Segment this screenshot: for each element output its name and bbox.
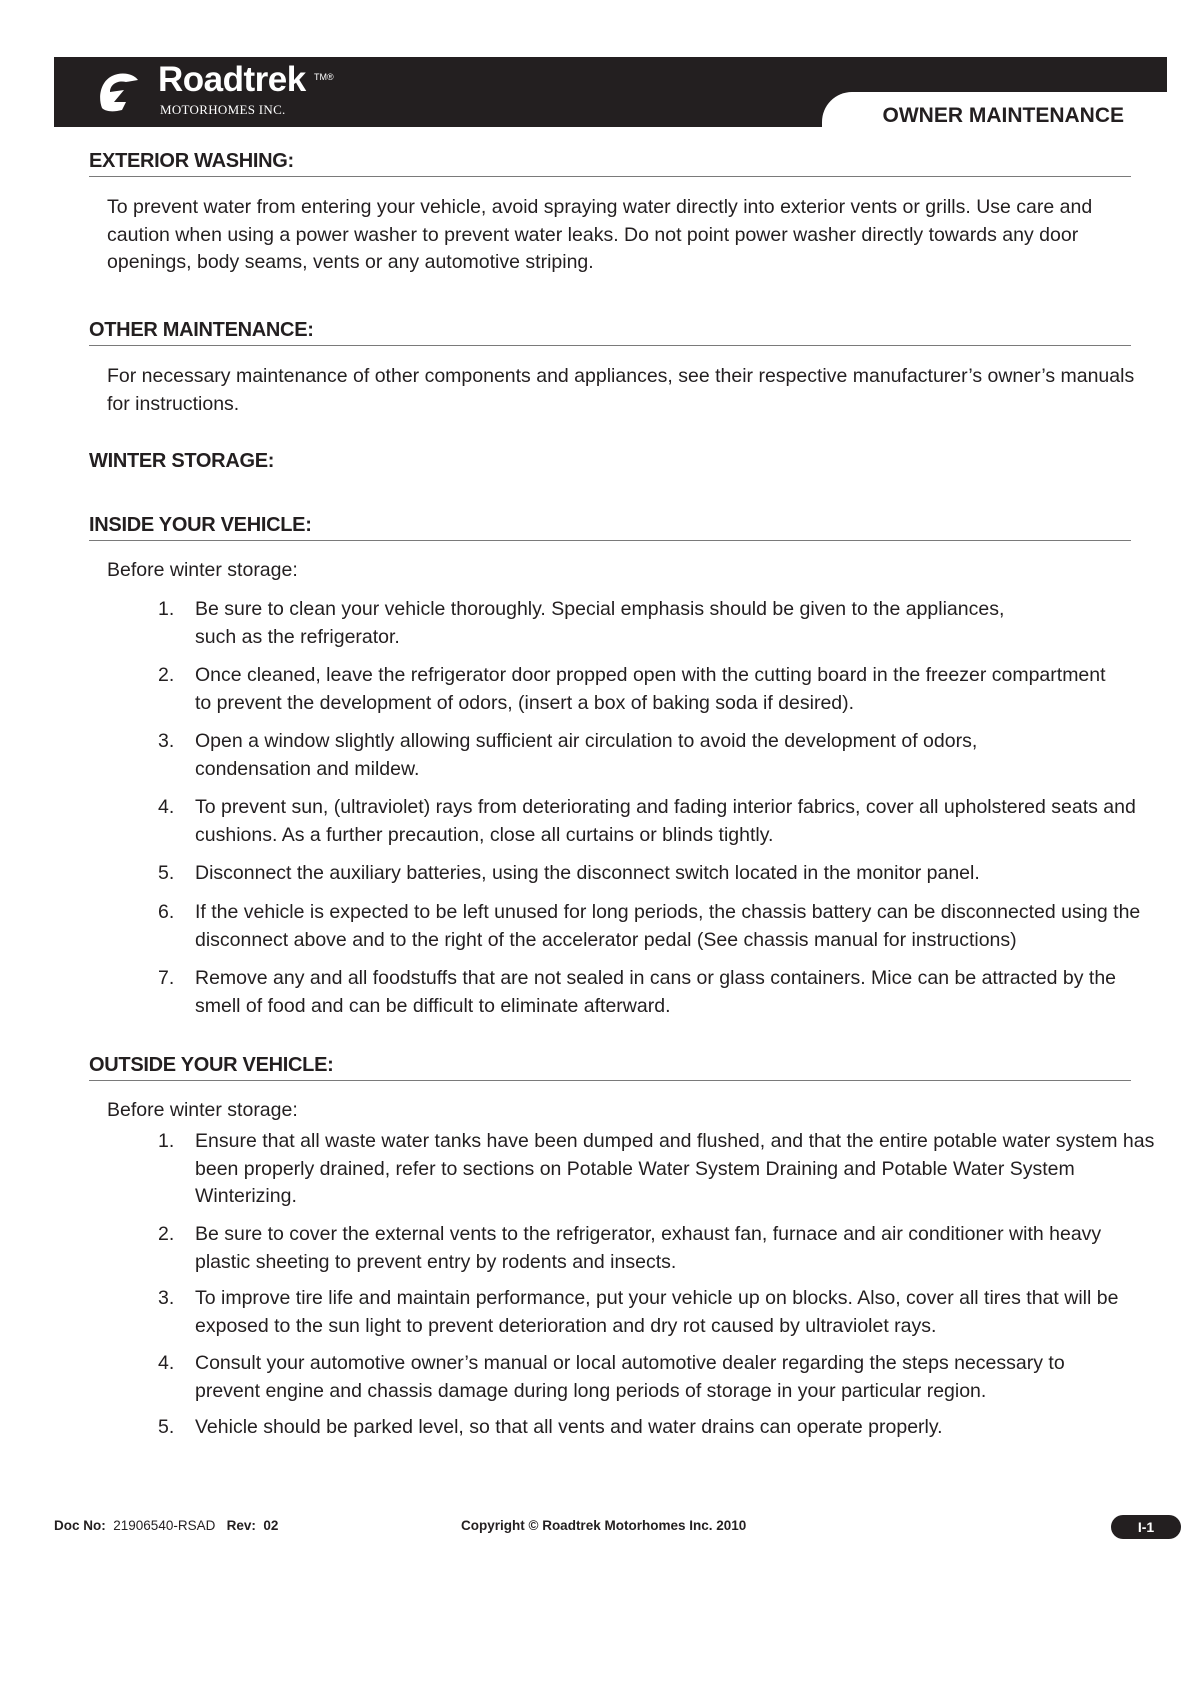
item-text: Consult your automotive owner’s manual or local automotive dealer regarding the steps necessary to prevent engine and chassis damage during long periods of storage in your particular region. xyxy=(195,1352,1065,1402)
item-text: Ensure that all waste water tanks have been dumped and flushed, and that the entire potable water system has been properly drained, refer to sections on Potable Water System Draining and Potable Water System Winterizing. xyxy=(195,1130,1155,1207)
item-text: Be sure to clean your vehicle thoroughly. Special emphasis should be given to the appliances, such as the refrigerator. xyxy=(195,598,1005,648)
item-number: 5. xyxy=(158,862,175,884)
copyright: Copyright © Roadtrek Motorhomes Inc. 2010 xyxy=(461,1518,747,1533)
item-number: 5. xyxy=(158,1416,175,1438)
item-number: 1. xyxy=(158,598,175,620)
doc-number: 21906540-RSAD xyxy=(113,1518,216,1533)
logo-subtitle: MOTORHOMES INC. xyxy=(160,102,286,117)
heading-inside-vehicle: INSIDE YOUR VEHICLE: xyxy=(89,510,1131,541)
heading-other-maintenance: OTHER MAINTENANCE: xyxy=(89,315,1131,346)
item-number: 1. xyxy=(158,1130,175,1152)
roadtrek-logo-icon xyxy=(96,68,142,116)
item-number: 6. xyxy=(158,901,175,923)
item-number: 4. xyxy=(158,796,175,818)
exterior-washing-text: To prevent water from entering your vehicle, avoid spraying water directly into exterior vents or grills. Use care and caution when using a power washer to prevent water leaks. Do not point power washer directly towards any door openings, body seams, vents or any automotive striping. xyxy=(107,196,1093,273)
item-number: 2. xyxy=(158,1223,175,1245)
heading-outside-vehicle: OUTSIDE YOUR VEHICLE: xyxy=(89,1050,1131,1081)
heading-exterior-washing: EXTERIOR WASHING: xyxy=(89,146,1131,177)
item-number: 2. xyxy=(158,664,175,686)
item-text: Once cleaned, leave the refrigerator door propped open with the cutting board in the freezer compartment to prevent the development of odors, (insert a box of baking soda if desired). xyxy=(195,664,1106,714)
item-number: 4. xyxy=(158,1352,175,1374)
item-text: To prevent sun, (ultraviolet) rays from deteriorating and fading interior fabrics, cover all upholstered seats and cushions. As a further precaution, close all curtains or blinds tightly. xyxy=(195,796,1136,846)
logo-trademark: TM® xyxy=(314,72,334,82)
rev-number: 02 xyxy=(263,1518,279,1533)
item-text: Disconnect the auxiliary batteries, using the disconnect switch located in the monitor panel. xyxy=(195,862,980,884)
item-number: 7. xyxy=(158,967,175,989)
other-maintenance-text: For necessary maintenance of other components and appliances, see their respective manufacturer’s owner’s manuals for instructions. xyxy=(107,365,1135,415)
page-number: I-1 xyxy=(1111,1515,1181,1539)
item-number: 3. xyxy=(158,730,175,752)
page-title: OWNER MAINTENANCE xyxy=(882,104,1124,127)
item-text: If the vehicle is expected to be left unused for long periods, the chassis battery can be disconnected using the disconnect above and to the right of the accelerator pedal (See chassis manual for instructions) xyxy=(195,901,1141,951)
item-number: 3. xyxy=(158,1287,175,1309)
item-text: Vehicle should be parked level, so that all vents and water drains can operate properly. xyxy=(195,1416,943,1438)
outside-intro: Before winter storage: xyxy=(107,1099,298,1121)
item-text: Open a window slightly allowing sufficient air circulation to avoid the development of odors, condensation and mildew. xyxy=(195,730,978,780)
logo-name: Roadtrek xyxy=(158,60,306,99)
rev-label: Rev: xyxy=(226,1518,256,1533)
page-footer xyxy=(54,1515,1184,1539)
doc-label: Doc No: xyxy=(54,1518,106,1533)
heading-winter-storage: WINTER STORAGE: xyxy=(89,450,275,472)
item-text: Remove any and all foodstuffs that are not sealed in cans or glass containers. Mice can be attracted by the smell of food and can be difficult to eliminate afterward. xyxy=(195,967,1117,1017)
inside-intro: Before winter storage: xyxy=(107,559,298,581)
item-text: Be sure to cover the external vents to the refrigerator, exhaust fan, furnace and air conditioner with heavy plastic sheeting to prevent entry by rodents and insects. xyxy=(195,1223,1102,1273)
item-text: To improve tire life and maintain performance, put your vehicle up on blocks. Also, cover all tires that will be exposed to the sun light to prevent deterioration and dry rot caused by ultraviolet rays. xyxy=(195,1287,1119,1337)
doc-info xyxy=(54,1518,278,1533)
